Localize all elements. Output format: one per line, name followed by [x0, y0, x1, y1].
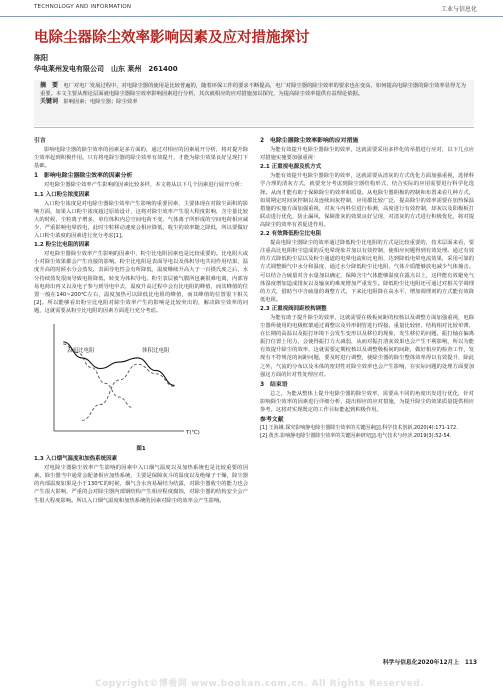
paragraph-section-1: 对电除尘器除尘效率产生影响的因素比较多样，本文将从以下几个因素进行展开分析： — [44, 182, 246, 189]
label-volume-resistivity: 体积比电阻 — [142, 347, 170, 354]
keywords-text: 影响因素；电除尘器；除尘效率 — [63, 99, 138, 106]
heading-references: 参考文献 — [260, 417, 284, 424]
heading-section-3: 3 结束语 — [260, 381, 288, 388]
reference-2: [2] 黄杰.影响静电除尘器除尘效率的关键因素研究[J].电气技术与经济,2019(3):52-54. — [260, 432, 452, 439]
paragraph-section-2: 为能有效提升电除尘器除尘的效率，这就需要采用多样化的举措进行应对，以下几点应对措施实施要加强重视： — [260, 147, 474, 162]
paragraph-1-2: 对电除尘器除尘效率产生影响的因素中，粉尘比电阻因素也是比较重要的。比电阻大或小对除尘效果都会产生直接的影响。粉尘比电阻是表面导电以及体积导电共同作用结果，温度升高的时候水分会蒸发，表面导电性会有所降低，温度继续升高大于一百摄氏度之后，水分持续蒸发很而导致电阻降低，转变为体积导电。粉尘表层被气膜所包裹很难电离，内部容易电荷出再又以及电子参与到导电中去，温度升高过程中会有比电阻的峰值，而其峰值的位置一般在140~200℃左右，温度加热可以降低比电阻的峰值，而其峰值的位置很下相关[2]。所以能够看出粉尘比电阻对除尘效率产生的影响是比较突出的，解决除尘效率的问题，这就需要从粉尘比电阻的因素方面进行充分考虑。 — [34, 251, 248, 314]
keywords-label: 关键词 — [40, 98, 59, 106]
abstract — [40, 82, 468, 98]
keywords — [40, 98, 468, 106]
abstract-label: 摘 要 — [40, 82, 59, 89]
abstract-text: 电厂对电厂发展过程中，对电除尘器的使用是比较普遍的，随着环保工作的要求不断提高，电厂对除尘器的除尘效率的要求也在变高，如何提高电除尘器的除尘效率显得尤为重要。本文主要从理论层面就电除尘器除尘效率影响因素进行分析，其次就相应的应对措施加以探究，为提高除尘效率提供有益理论依据。 — [40, 83, 466, 98]
abstract-box — [34, 80, 474, 126]
paragraph-2-3: 为能有助于提升除尘的效率，这就需要在极板间距的校核以及调整方面加强重视，电除尘器所使用的电极框架通过调整以及异形钢管进行焊接，重量比较轻，结构相对比较单薄，在长期的高温以及振打环境下会发生变形以及移位的现象，发生移位的问题，振打轴在偏离振打位置上用力，会使得振打力大减弱，从而对振打清灰效果也会产生不利影响，所以为能有效提升除尘的效率，这就需要定期校核以及调整极板间的间距，做好相应的检查工作，发现有不符规范的间距问题，要及时进行调整，使除尘器的除尘整体效率得以有效提升，除此之外，气流的分布以及本体的密封性对除尘效率也会产生影响，在实际问题的处理方面要加强这方面的针对性处理应对。 — [260, 314, 474, 378]
reference-1: [1] 王海娥.探究影响静电除尘器除尘效率的关键因素[J].科学技术创新,2020(4):171-172. — [260, 425, 458, 432]
heading-1-2: 1.2 粉尘比电阻的因素 — [34, 242, 90, 249]
resistivity-chart — [34, 319, 248, 444]
paragraph-2-1: 为能有效提升电除尘器除尘的效率，这就需要从清灰的方式优化方面加强重视，选择科学合理的清灰方式，就要充分考虑到除尘器结构形式、结合实际的应用需要进行科学化选择。从而才能有助于保障除尘的效率和质量。从电除尘器阴极的控制和布置来看几种方式，如周期定时间灰控制以及连续间灰控制，应用都比较广泛，提高除尘的效率需要在加热保温措施的实施方面加强重视，对灰斗内料位进行检测，高度进行有效控制，却灰以及阳极板打联动进行优化，防止漏风，保障排灰的效果良好呈现，对清灰的方式进行积极优化，将对提高除尘的效率有着促进作用。 — [260, 173, 474, 228]
paragraph-1-1: 入口粉尘浓度是对电除尘器除尘效率产生影响的重要因素，主要体现在对除尘面积的影响方面，如果入口粉尘浓度超过原始设计，这将对除尘效率产生很大程度影响，含尘量比较大的时候，尘粒离子增多，单位体积内总空间电荷不变，气体离子所形成的空间电荷相应减少，严重影响电晕放电，此时尘粒移动速度会相应降低，收尘的效率随之降低，所以要做好入口粉尘浓度的因素进行充分考虑[1]。 — [34, 200, 248, 240]
author: 陈阳 — [34, 54, 48, 62]
heading-intro: 引言 — [34, 138, 46, 144]
figure-caption: 图1 — [136, 445, 146, 452]
x-axis-label: T(℃) — [186, 429, 200, 436]
paragraph-2-2: 提高电除尘器除尘的效率通过降低粉尘比电阻的方式是比较重要的，技术层面来看，要注重高比电阻粉尘造成的反电晕现象并加以有效控制，使相应问题得到有效处理。通过有效的方式降低粉尘层以及粉尘通道的电晕电流和比电阻，达到降低电晕电流效果，采用可靠的方式调整烟气中水分和温度，通过水分降低粉尘比电阻，气体介质能够放电减少气体撞击。可以结合合硫量对含水量加以确定，保障含尘气体能够温度在露点以上，这样能有效避免气体湿度增加造成排灰以及输灰的难度增加严重发生。降低粉尘比电阻还可通过对相关学调理的方式，借助当中含硫量的调整方式，下来比电阻降在高水平，增加调理剂的方式能有效降低电阻。 — [260, 240, 474, 303]
heading-1-3: 1.3 入口烟气温度和加热系统因素 — [34, 456, 118, 463]
heading-2-2: 2.2 有效降低粉尘比电阻 — [260, 231, 322, 238]
heading-2-1: 2.1 正重视电源及机方式 — [260, 164, 322, 171]
affiliation: 华电莱州发电有限公司 山东 莱州 261400 — [34, 65, 178, 73]
page-header — [0, 0, 503, 17]
header-left: TECHNOLOGY AND INFORMATION — [34, 4, 132, 10]
left-column — [34, 135, 248, 505]
heading-section-2: 2 电除尘器除尘效率影响的应对措施 — [260, 138, 359, 144]
paragraph-intro: 影响电除尘器的除尘效率的因素是多方面的，通过对相应的因素展开分析，将对提升除尘效率起到积极作用。只有将电除尘器的除尘效率有效提升，才能为除尘效果良好呈现打下基础。 — [34, 147, 248, 170]
divider — [34, 127, 474, 128]
heading-1-1: 1.1 入口粉尘浓度因素 — [34, 191, 90, 198]
heading-section-1: 1 影响电除尘器除尘效率的因素分析 — [34, 173, 133, 180]
paragraph-section-3: 总之，为能从整体上提升电除尘器的除尘效率，需要从不同的角度出发进行优化，针对影响除尘效率的因素进行详细分析，提出相应的应对措施，为提升除尘的效果质量提供相应参考，这将对实现既定的工作目标能起到积极作用。 — [260, 390, 474, 413]
right-column — [260, 135, 474, 440]
figure-1 — [34, 319, 248, 444]
heading-2-3: 2.3 正重视阀间距校构调整 — [260, 305, 327, 312]
copyright-watermark: Copyright©博看网 www.bookan.com.cn. All Rights Reserved. — [95, 679, 425, 689]
article-title: 电除尘器除尘效率影响因素及应对措施探讨 — [34, 29, 310, 46]
header-right: 工业与信息化 — [440, 6, 477, 13]
page-footer: 科学与信息化2020年12月上 113 — [382, 660, 477, 666]
label-surface-resistivity: 表面比电阻 — [67, 347, 95, 354]
paragraph-1-3: 对电除尘器除尘效率产生影响的因素中入口烟气温度以及加热系统也是比较重要的因素。除尘器当中通常会配备相应加热系统，主要是保障灰斗的温度以及绝缘子干燥，除尘器的内部温度如果是小于130℃的时候，烟气含水容易凝结为结露，对除尘器收尘的能力也会产生很大影响，严重的会对除尘器内部钢结构产生相应程度腐蚀，对除尘器的结构安全会产生很大程度影响。所以入口烟气温度和加热系统的因素对除尘的效率会产生影响。 — [34, 465, 248, 504]
